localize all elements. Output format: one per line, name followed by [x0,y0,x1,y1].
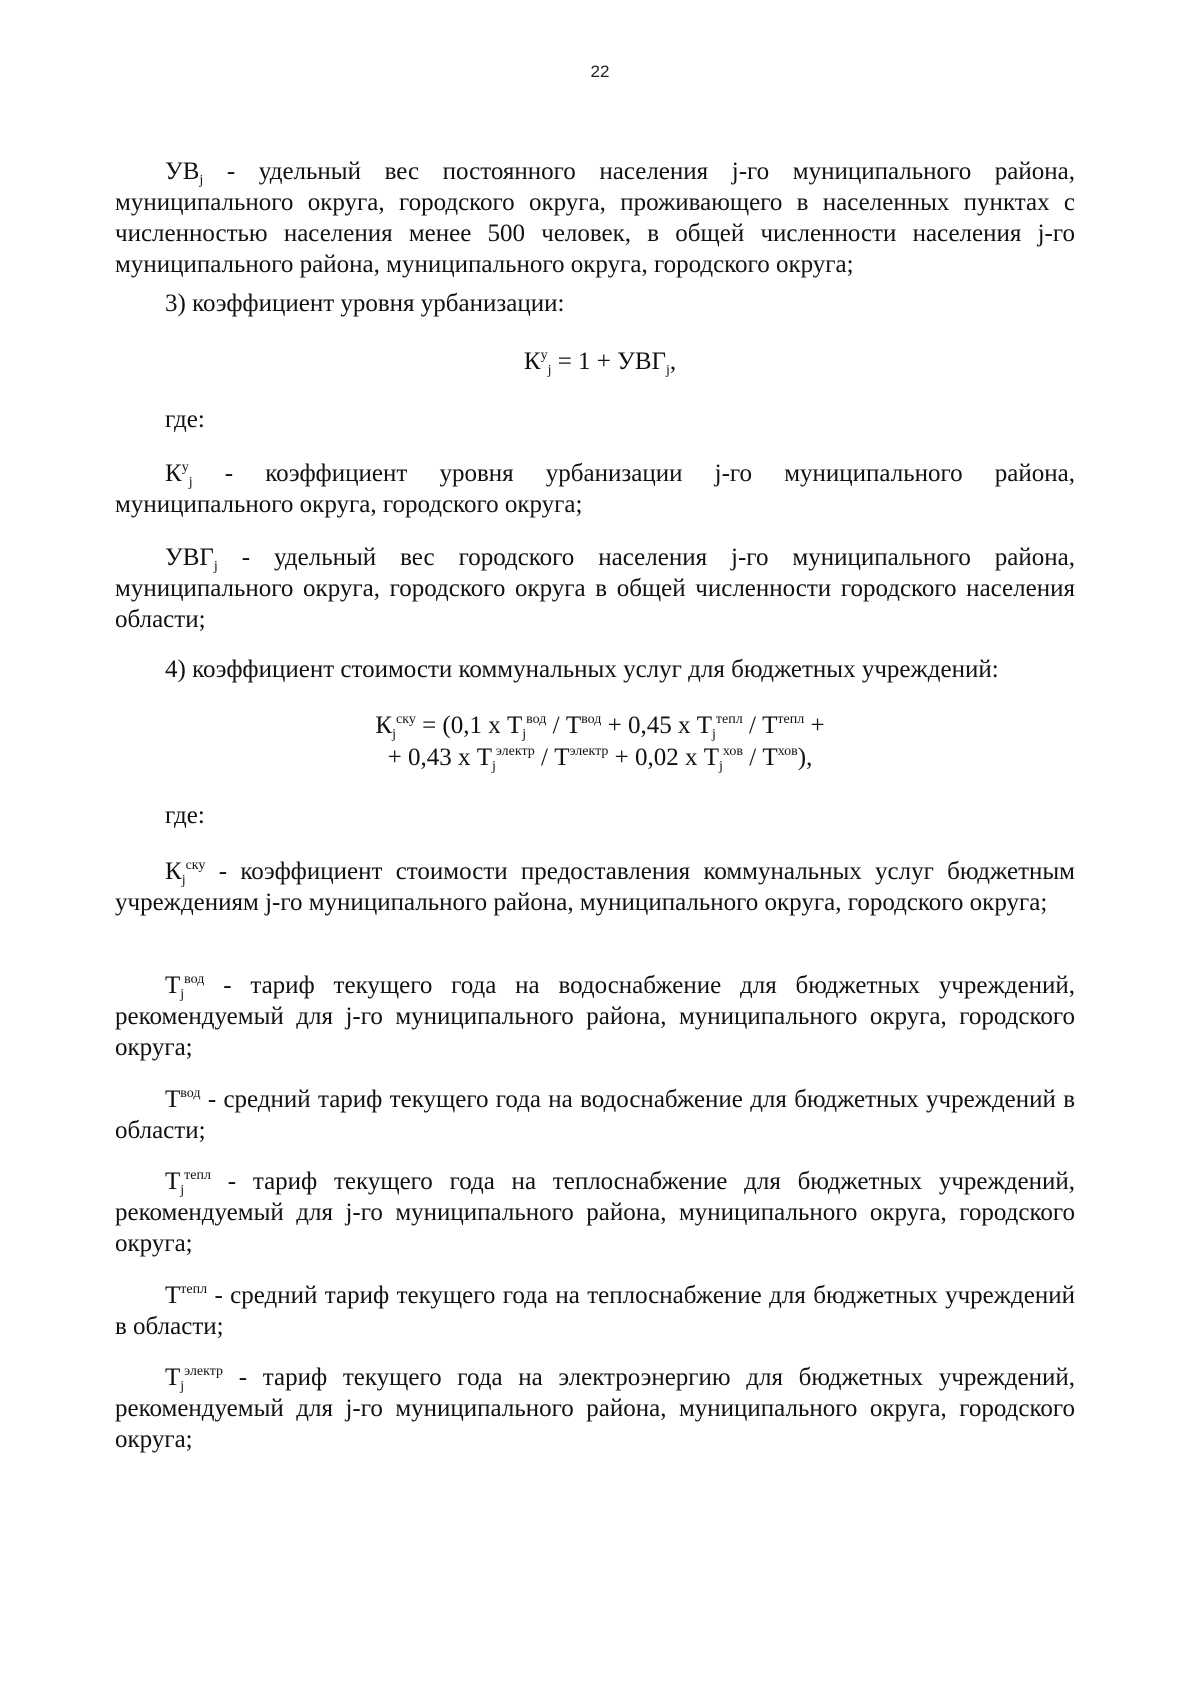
formula-ky [0,346,1200,377]
superscript: вод [180,1086,201,1101]
subscript: j [522,727,527,742]
superscript: тепл [777,712,805,727]
subscript: j [180,987,185,1002]
formula-text: + [804,712,825,739]
subscript: j [180,1379,185,1394]
formula-text: / Т [742,744,778,771]
subscript: j [665,363,670,378]
superscript: тепл [715,712,743,727]
subscript: j [719,759,723,774]
symbol: УВГ [165,544,214,571]
subscript: j [199,173,204,188]
subscript: j [213,559,218,574]
formula-text: + 0,43 x Т [387,744,493,771]
formula-text: / Т [534,744,570,771]
formula-ksku-line-1 [0,710,1200,741]
definition-uvg [115,542,1075,635]
definition-ky [115,458,1075,520]
superscript: электр [184,1364,224,1379]
subscript: j [180,1183,185,1198]
subscript: j [711,727,716,742]
definition-text: - удельный вес городского населения j-го муниципального района, муниципального округа, городского округа в общей численности городского населения области; [115,544,1075,633]
superscript: электр [569,744,609,759]
superscript: вод [184,972,205,987]
subscript: j [181,873,186,888]
superscript: вод [526,712,547,727]
definition-t-vod [115,1084,1075,1146]
definition-text: - средний тариф текущего года на теплоснабжение для бюджетных учреждений в области; [115,1282,1075,1340]
formula-text: + 0,45 x Т [601,712,712,739]
formula-text: / Т [546,712,582,739]
superscript: у [540,348,548,363]
symbol: Т [165,972,181,999]
where-label: где: [165,802,205,829]
formula-text: = (0,1 x Т [415,712,523,739]
definition-t-tepl [115,1280,1075,1342]
definition-text: - удельный вес постоянного населения j-го муниципального района, муниципального округа, городского округа, проживающего в населенных пунктах с численностью населения менее 500 человек, в общей численности населения j-го муниципального района, муниципального округа, городского округа; [115,158,1075,278]
superscript: у [181,460,189,475]
definition-tj-tepl [115,1166,1075,1259]
definition-text: - тариф текущего года на водоснабжение для бюджетных учреждений, рекомендуемый для j-го муниципального района, муниципального округа, городского округа; [115,972,1075,1061]
symbol: К [165,858,182,885]
symbol: К [375,712,393,739]
formula-text: ), [797,744,813,771]
formula-text: , [669,348,677,375]
superscript: тепл [180,1282,208,1297]
superscript: ску [396,712,416,727]
subscript: j [392,727,396,742]
superscript: хов [777,744,798,759]
subscript: j [547,363,552,378]
symbol: УВ [165,158,200,185]
formula-text: / Т [742,712,778,739]
definition-text: - коэффициент стоимости предоставления коммунальных услуг бюджетным учреждениям j-го муниципального района, муниципального округа, городского округа; [115,858,1075,916]
formula-ksku-line-2 [0,742,1200,773]
definition-ksku [115,856,1075,918]
definition-text: - тариф текущего года на теплоснабжение для бюджетных учреждений, рекомендуемый для j-го муниципального района, муниципального округа, городского округа; [115,1168,1075,1257]
definition-text: - средний тариф текущего года на водоснабжение для бюджетных учреждений в области; [115,1086,1075,1144]
where-label: где: [165,406,205,433]
symbol: Т [165,1282,181,1309]
superscript: электр [495,744,535,759]
page-number: 22 [590,62,610,81]
definition-text: - коэффициент уровня урбанизации j-го муниципального района, муниципального округа, городского округа; [115,460,1075,518]
subscript: j [492,759,496,774]
definition-uvj [115,156,1075,280]
definition-tj-elektr [115,1362,1075,1455]
subscript: j [188,475,193,490]
superscript: ску [185,858,206,873]
symbol: Т [165,1364,181,1391]
superscript: вод [581,712,602,727]
definition-tj-vod [115,970,1075,1063]
symbol: К [523,348,541,375]
symbol: Т [165,1168,181,1195]
definition-text: - тариф текущего года на электроэнергию для бюджетных учреждений, рекомендуемый для j-го муниципального района, муниципального округа, городского округа; [115,1364,1075,1453]
symbol: Т [165,1086,181,1113]
item-3-heading: 3) коэффициент уровня урбанизации: [165,290,565,317]
item-4-heading: 4) коэффициент стоимости коммунальных услуг для бюджетных учреждений: [165,656,999,683]
formula-text: + 0,02 x Т [608,744,719,771]
symbol: К [165,460,182,487]
formula-text: = 1 + УВГ [551,348,666,375]
superscript: хов [722,744,743,759]
superscript: тепл [184,1168,211,1183]
